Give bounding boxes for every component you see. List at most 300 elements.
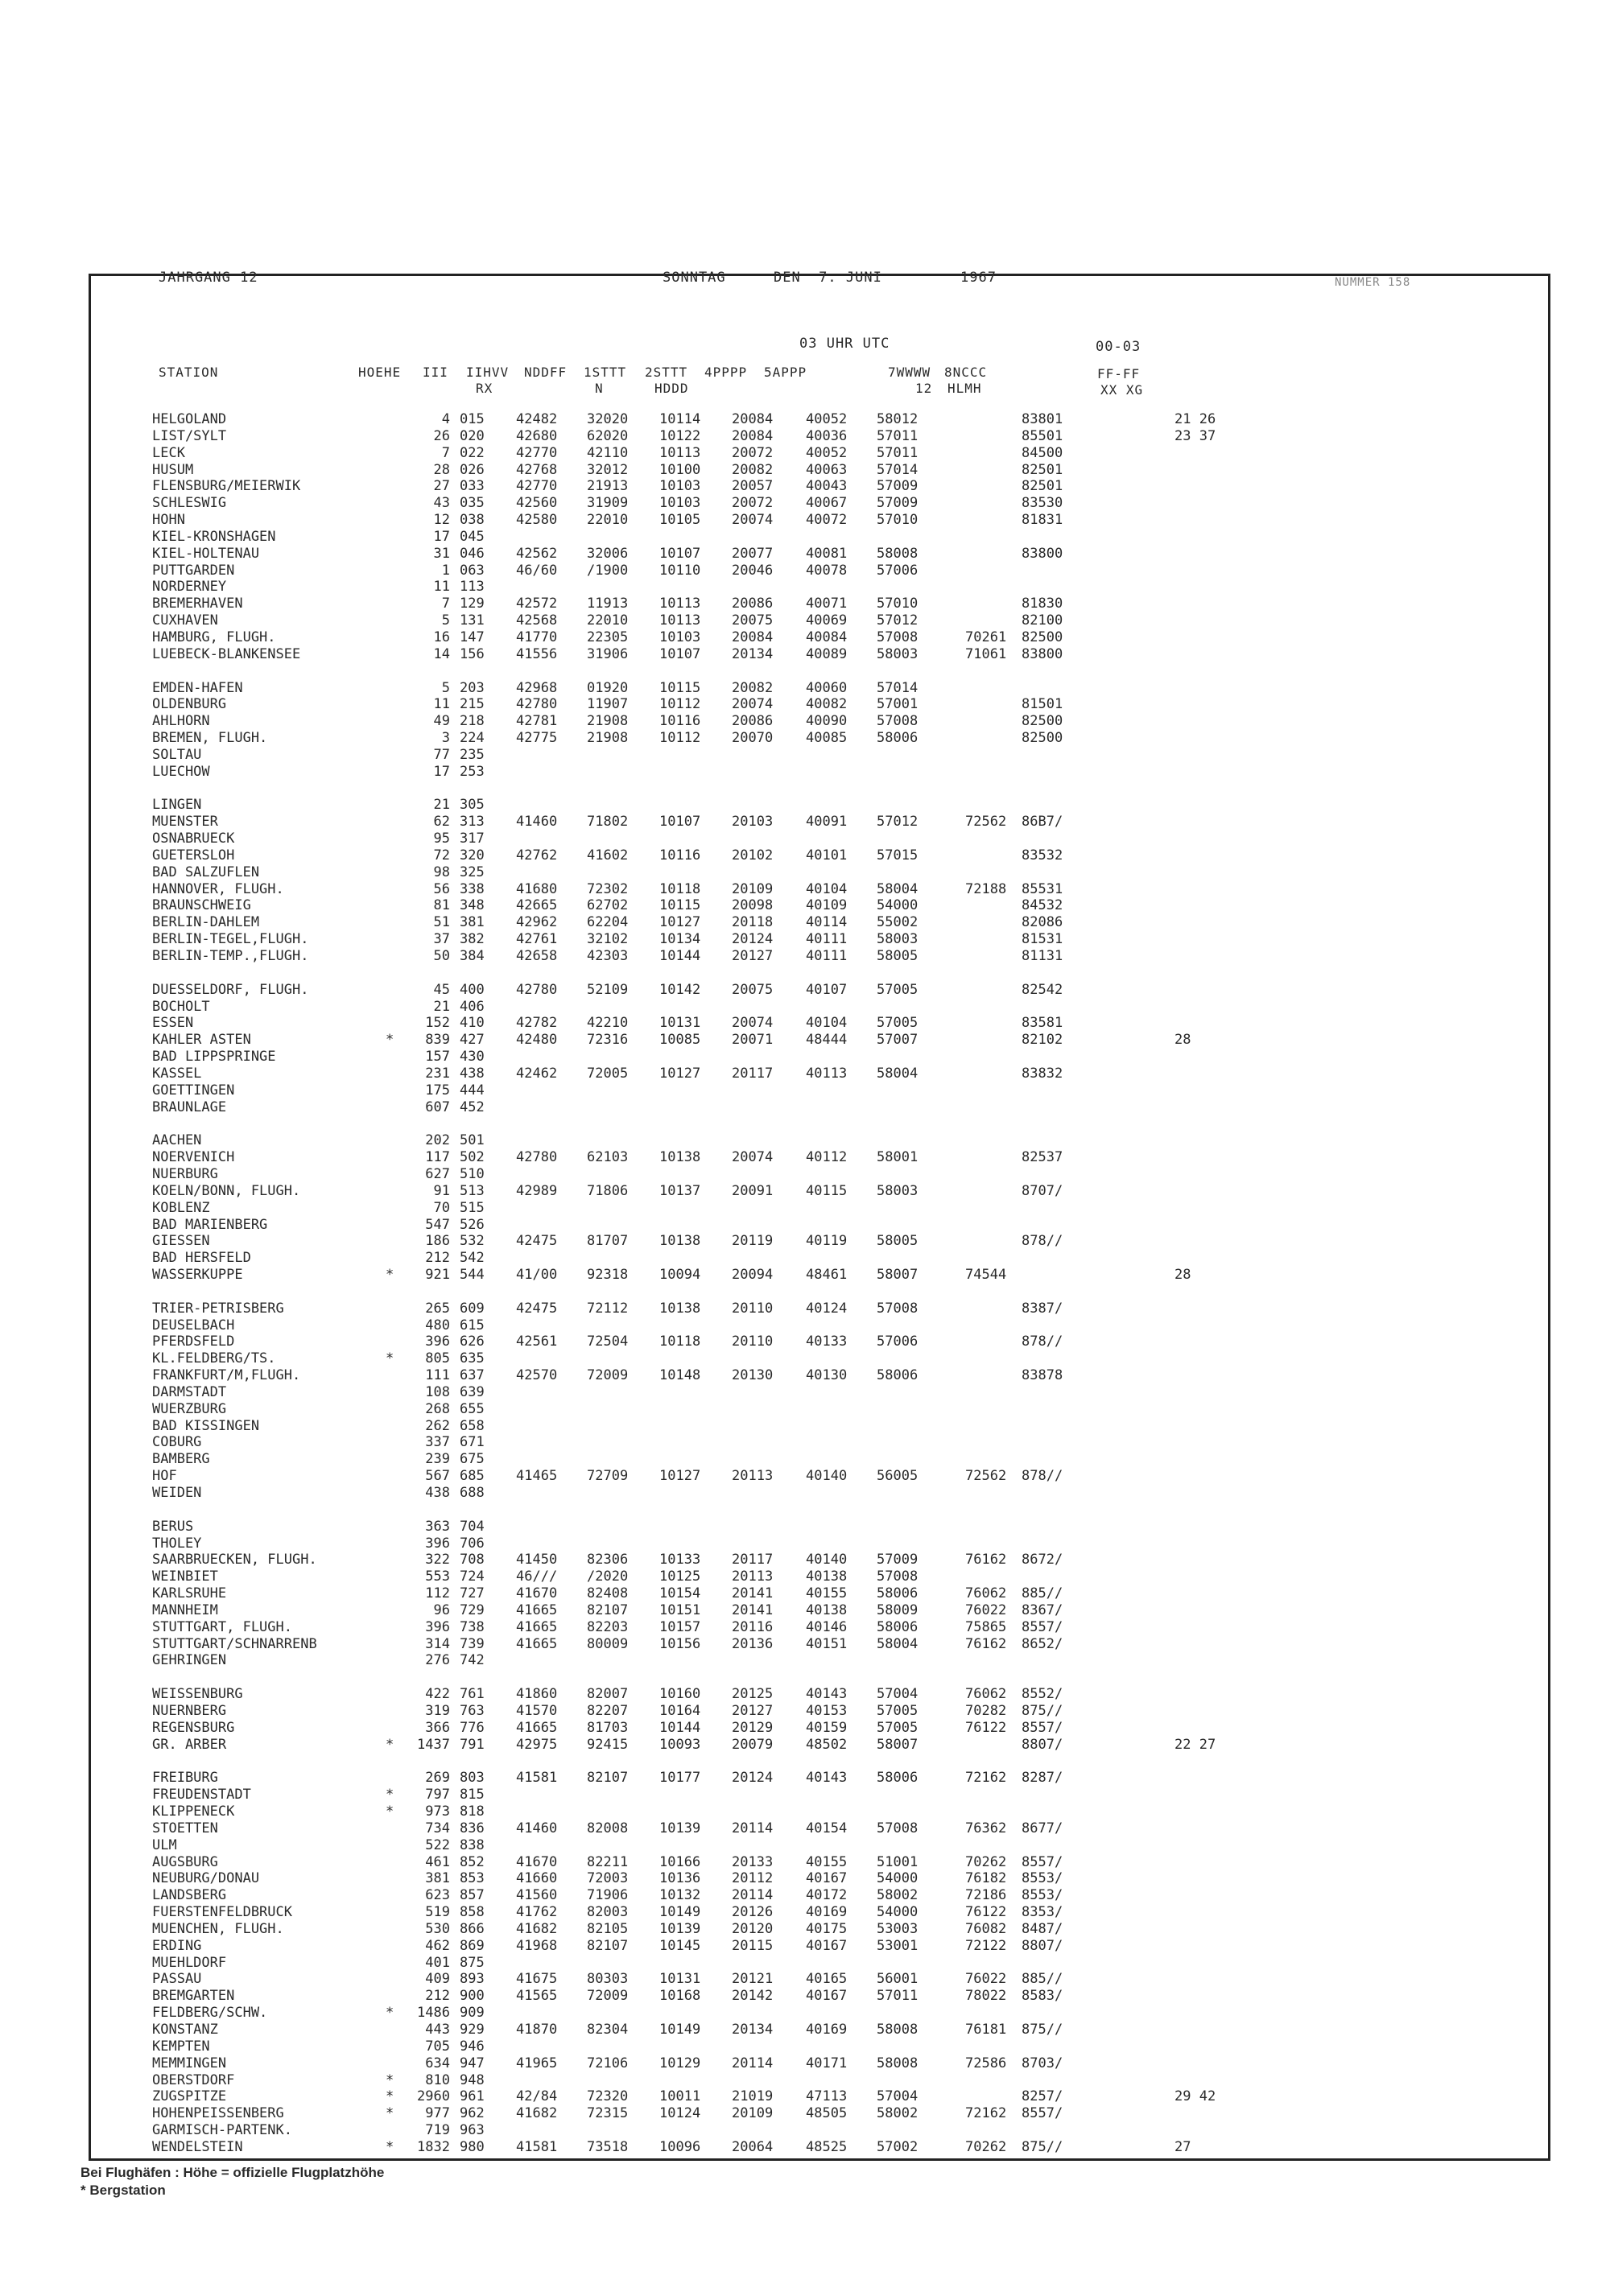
cell-h: 45 bbox=[433, 981, 450, 998]
period-label: 00-03 bbox=[1096, 339, 1141, 355]
cell-c: 10156 bbox=[659, 1635, 701, 1652]
cell-c: 10116 bbox=[659, 847, 701, 864]
cell-c: 10145 bbox=[659, 1937, 701, 1954]
cell-s: HANNOVER, FLUGH. bbox=[152, 880, 284, 897]
station-row bbox=[152, 563, 1537, 579]
cell-c: 10112 bbox=[659, 696, 701, 713]
cell-h: 7 bbox=[441, 444, 450, 461]
cell-f: 58004 bbox=[877, 1065, 919, 1082]
cell-hh: 81131 bbox=[1022, 948, 1063, 964]
cell-i: 803 bbox=[460, 1770, 485, 1787]
cell-hh: 8552/ bbox=[1022, 1686, 1063, 1703]
cell-s: HOHN bbox=[152, 512, 185, 529]
cell-f: 57004 bbox=[877, 1686, 919, 1703]
cell-d: 20102 bbox=[732, 847, 774, 864]
cell-i: 909 bbox=[460, 2005, 485, 2022]
cell-d: 20074 bbox=[732, 512, 774, 529]
cell-h: 314 bbox=[425, 1635, 450, 1652]
cell-s: BOCHOLT bbox=[152, 998, 210, 1015]
cell-d: 20077 bbox=[732, 545, 774, 562]
cell-d: 20086 bbox=[732, 713, 774, 730]
cell-f: 58008 bbox=[877, 2055, 919, 2071]
cell-f: 57008 bbox=[877, 1820, 919, 1836]
cell-g: 76162 bbox=[965, 1635, 1007, 1652]
station-row bbox=[152, 730, 1537, 747]
cell-hh: 82501 bbox=[1022, 478, 1063, 495]
cell-h: 212 bbox=[425, 1988, 450, 2005]
cell-h: 319 bbox=[425, 1702, 450, 1719]
cell-hh: 878// bbox=[1022, 1233, 1063, 1250]
cell-h: 91 bbox=[433, 1182, 450, 1199]
group-separator bbox=[152, 1502, 1537, 1519]
cell-s: MUENSTER bbox=[152, 814, 218, 831]
cell-s: NUERNBERG bbox=[152, 1702, 227, 1719]
cell-i: 866 bbox=[460, 1920, 485, 1937]
cell-ff: 27 bbox=[1174, 2138, 1191, 2155]
cell-f: 57007 bbox=[877, 1032, 919, 1049]
col-1sttt: 1STTT bbox=[584, 365, 627, 380]
cell-f: 58006 bbox=[877, 1770, 919, 1787]
cell-i: 761 bbox=[460, 1686, 485, 1703]
cell-h: 262 bbox=[425, 1417, 450, 1434]
cell-e: 40043 bbox=[806, 478, 848, 495]
col-4pppp: 4PPPP bbox=[704, 365, 748, 380]
cell-a: 41/00 bbox=[516, 1267, 558, 1284]
cell-a: 42562 bbox=[516, 545, 558, 562]
cell-d: 20046 bbox=[732, 562, 774, 579]
cell-s: MEMMINGEN bbox=[152, 2055, 227, 2071]
cell-i: 963 bbox=[460, 2122, 485, 2139]
station-row bbox=[152, 1938, 1537, 1955]
group-separator bbox=[152, 965, 1537, 982]
cell-c: 10085 bbox=[659, 1032, 701, 1049]
cell-c: 10094 bbox=[659, 1267, 701, 1284]
cell-h: 553 bbox=[425, 1568, 450, 1585]
cell-a: 42475 bbox=[516, 1300, 558, 1317]
cell-a: 42780 bbox=[516, 981, 558, 998]
cell-i: 320 bbox=[460, 847, 485, 864]
cell-g: 72562 bbox=[965, 1468, 1007, 1485]
cell-c: 10100 bbox=[659, 461, 701, 478]
station-row bbox=[152, 1066, 1537, 1082]
cell-i: 253 bbox=[460, 763, 485, 780]
cell-c: 10149 bbox=[659, 1904, 701, 1921]
station-row bbox=[152, 1988, 1537, 2005]
cell-f: 58002 bbox=[877, 1887, 919, 1904]
cell-d: 20091 bbox=[732, 1182, 774, 1199]
cell-i: 875 bbox=[460, 1954, 485, 1971]
cell-i: 869 bbox=[460, 1937, 485, 1954]
station-row bbox=[152, 881, 1537, 898]
cell-hh: 81501 bbox=[1022, 696, 1063, 713]
cell-i: 035 bbox=[460, 495, 485, 512]
station-row bbox=[152, 1552, 1537, 1568]
cell-hh: 8387/ bbox=[1022, 1300, 1063, 1317]
cell-c: 10114 bbox=[659, 411, 701, 427]
cell-i: 729 bbox=[460, 1601, 485, 1618]
cell-d: 20121 bbox=[732, 1971, 774, 1988]
cell-i: 502 bbox=[460, 1149, 485, 1166]
cell-h: 530 bbox=[425, 1920, 450, 1937]
cell-s: KOBLENZ bbox=[152, 1199, 210, 1216]
cell-s: MUEHLDORF bbox=[152, 1954, 227, 1971]
cell-c: 10103 bbox=[659, 629, 701, 645]
cell-a: 41968 bbox=[516, 1937, 558, 1954]
cell-d: 20114 bbox=[732, 1887, 774, 1904]
cell-a: 42568 bbox=[516, 612, 558, 629]
cell-h: 519 bbox=[425, 1904, 450, 1921]
cell-h: 239 bbox=[425, 1451, 450, 1468]
cell-e: 40159 bbox=[806, 1719, 848, 1736]
cell-b: 22010 bbox=[587, 612, 629, 629]
weekday-label: SONNTAG bbox=[663, 270, 726, 286]
cell-i: 658 bbox=[460, 1417, 485, 1434]
station-row bbox=[152, 1032, 1537, 1049]
cell-e: 40063 bbox=[806, 461, 848, 478]
cell-i: 688 bbox=[460, 1485, 485, 1501]
cell-s: THOLEY bbox=[152, 1535, 202, 1552]
cell-s: ERDING bbox=[152, 1937, 202, 1954]
cell-s: SCHLESWIG bbox=[152, 495, 227, 512]
cell-i: 444 bbox=[460, 1082, 485, 1099]
cell-h: 51 bbox=[433, 914, 450, 931]
cell-a: 41565 bbox=[516, 1988, 558, 2005]
cell-d: 20110 bbox=[732, 1300, 774, 1317]
cell-e: 40143 bbox=[806, 1770, 848, 1787]
cell-f: 57010 bbox=[877, 512, 919, 529]
cell-g: 76122 bbox=[965, 1719, 1007, 1736]
cell-i: 727 bbox=[460, 1585, 485, 1602]
cell-s: GUETERSLOH bbox=[152, 847, 235, 864]
cell-b: 21908 bbox=[587, 730, 629, 747]
cell-d: 20116 bbox=[732, 1618, 774, 1635]
cell-h: 322 bbox=[425, 1552, 450, 1568]
cell-b: 92415 bbox=[587, 1736, 629, 1753]
cell-h: 461 bbox=[425, 1853, 450, 1870]
cell-hh: 82537 bbox=[1022, 1149, 1063, 1166]
cell-s: ULM bbox=[152, 1836, 177, 1853]
cell-s: GOETTINGEN bbox=[152, 1082, 235, 1099]
cell-h: 276 bbox=[425, 1652, 450, 1669]
cell-h: 797 bbox=[425, 1787, 450, 1803]
cell-f: 58007 bbox=[877, 1736, 919, 1753]
cell-e: 40138 bbox=[806, 1601, 848, 1618]
cell-i: 544 bbox=[460, 1267, 485, 1284]
cell-b: 31909 bbox=[587, 495, 629, 512]
cell-i: 026 bbox=[460, 461, 485, 478]
col-1sttt-sub: N bbox=[595, 381, 604, 396]
cell-h: 43 bbox=[433, 495, 450, 512]
station-row bbox=[152, 2139, 1537, 2156]
cell-s: DUESSELDORF, FLUGH. bbox=[152, 981, 309, 998]
cell-e: 40111 bbox=[806, 931, 848, 948]
cell-c: 10112 bbox=[659, 730, 701, 747]
cell-h: 480 bbox=[425, 1317, 450, 1333]
cell-h: 17 bbox=[433, 763, 450, 780]
cell-c: 10144 bbox=[659, 1719, 701, 1736]
cell-i: 791 bbox=[460, 1736, 485, 1753]
cell-b: 81707 bbox=[587, 1233, 629, 1250]
cell-h: 72 bbox=[433, 847, 450, 864]
cell-f: 57012 bbox=[877, 612, 919, 629]
cell-b: 72009 bbox=[587, 1988, 629, 2005]
cell-h: 805 bbox=[425, 1350, 450, 1367]
cell-d: 20142 bbox=[732, 1988, 774, 2005]
cell-f: 56005 bbox=[877, 1468, 919, 1485]
cell-c: 10103 bbox=[659, 478, 701, 495]
cell-f: 53001 bbox=[877, 1937, 919, 1954]
cell-s: ESSEN bbox=[152, 1015, 194, 1032]
station-row bbox=[152, 680, 1537, 697]
cell-hh: 8583/ bbox=[1022, 1988, 1063, 2005]
cell-c: 10133 bbox=[659, 1552, 701, 1568]
station-row bbox=[152, 1686, 1537, 1703]
cell-a: 41560 bbox=[516, 1887, 558, 1904]
cell-d: 20094 bbox=[732, 1267, 774, 1284]
cell-s: BERUS bbox=[152, 1518, 194, 1535]
cell-f: 57001 bbox=[877, 696, 919, 713]
cell-s: STUTTGART/SCHNARRENB bbox=[152, 1635, 317, 1652]
cell-b: 72003 bbox=[587, 1870, 629, 1887]
cell-s: KIEL-HOLTENAU bbox=[152, 545, 260, 562]
cell-d: 20086 bbox=[732, 596, 774, 612]
cell-h: 21 bbox=[433, 797, 450, 814]
station-row bbox=[152, 1585, 1537, 1602]
cell-e: 40084 bbox=[806, 629, 848, 645]
cell-s: OSNABRUECK bbox=[152, 831, 235, 847]
cell-e: 40091 bbox=[806, 814, 848, 831]
cell-g: 76162 bbox=[965, 1552, 1007, 1568]
cell-d: 20109 bbox=[732, 2105, 774, 2122]
cell-e: 40133 bbox=[806, 1333, 848, 1350]
cell-h: 96 bbox=[433, 1601, 450, 1618]
station-row bbox=[152, 1418, 1537, 1435]
cell-i: 655 bbox=[460, 1400, 485, 1417]
cell-m: * bbox=[386, 1032, 394, 1049]
station-row bbox=[152, 914, 1537, 931]
cell-i: 542 bbox=[460, 1250, 485, 1267]
station-row bbox=[152, 411, 1537, 428]
cell-f: 58009 bbox=[877, 1601, 919, 1618]
cell-s: SOLTAU bbox=[152, 746, 202, 763]
cell-d: 20141 bbox=[732, 1601, 774, 1618]
cell-e: 48502 bbox=[806, 1736, 848, 1753]
cell-a: 42680 bbox=[516, 427, 558, 444]
cell-hh: 82542 bbox=[1022, 981, 1063, 998]
cell-s: WENDELSTEIN bbox=[152, 2138, 243, 2155]
cell-d: 20082 bbox=[732, 679, 774, 696]
cell-s: KL.FELDBERG/TS. bbox=[152, 1350, 276, 1367]
cell-s: FLENSBURG/MEIERWIK bbox=[152, 478, 301, 495]
cell-s: BAD HERSFELD bbox=[152, 1250, 251, 1267]
cell-c: 10107 bbox=[659, 814, 701, 831]
cell-b: 82207 bbox=[587, 1702, 629, 1719]
cell-e: 40169 bbox=[806, 1904, 848, 1921]
cell-f: 57011 bbox=[877, 1988, 919, 2005]
cell-s: WEINBIET bbox=[152, 1568, 218, 1585]
cell-a: 42968 bbox=[516, 679, 558, 696]
cell-e: 40167 bbox=[806, 1937, 848, 1954]
cell-hh: 83530 bbox=[1022, 495, 1063, 512]
cell-b: 31906 bbox=[587, 645, 629, 662]
col-iii: III bbox=[423, 365, 448, 380]
cell-b: 82107 bbox=[587, 1770, 629, 1787]
date-label: DEN 7. JUNI bbox=[774, 270, 882, 286]
col-5appp: 5APPP bbox=[764, 365, 807, 380]
cell-s: BAD SALZUFLEN bbox=[152, 864, 260, 880]
cell-s: NORDERNEY bbox=[152, 579, 227, 596]
cell-c: 10139 bbox=[659, 1920, 701, 1937]
cell-b: 82306 bbox=[587, 1552, 629, 1568]
cell-ff: 22 27 bbox=[1174, 1736, 1216, 1753]
cell-hh: 82086 bbox=[1022, 914, 1063, 931]
cell-b: 21913 bbox=[587, 478, 629, 495]
cell-f: 58004 bbox=[877, 1635, 919, 1652]
station-row bbox=[152, 864, 1537, 881]
cell-s: BRAUNSCHWEIG bbox=[152, 897, 251, 914]
cell-h: 623 bbox=[425, 1887, 450, 1904]
cell-hh: 84500 bbox=[1022, 444, 1063, 461]
cell-a: 41660 bbox=[516, 1870, 558, 1887]
cell-b: 22305 bbox=[587, 629, 629, 645]
cell-f: 57006 bbox=[877, 1333, 919, 1350]
station-row bbox=[152, 1535, 1537, 1552]
cell-h: 70 bbox=[433, 1199, 450, 1216]
station-row bbox=[152, 1082, 1537, 1099]
cell-c: 10168 bbox=[659, 1988, 701, 2005]
cell-a: 42658 bbox=[516, 948, 558, 964]
cell-d: 20127 bbox=[732, 1702, 774, 1719]
cell-d: 20118 bbox=[732, 914, 774, 931]
cell-hh: 875// bbox=[1022, 1702, 1063, 1719]
cell-g: 76062 bbox=[965, 1585, 1007, 1602]
station-row bbox=[152, 1602, 1537, 1619]
station-row bbox=[152, 1619, 1537, 1636]
cell-i: 045 bbox=[460, 528, 485, 545]
cell-ff: 29 42 bbox=[1174, 2088, 1216, 2105]
cell-i: 742 bbox=[460, 1652, 485, 1669]
cell-i: 235 bbox=[460, 746, 485, 763]
cell-i: 325 bbox=[460, 864, 485, 880]
cell-d: 20064 bbox=[732, 2138, 774, 2155]
cell-a: 42480 bbox=[516, 1032, 558, 1049]
cell-h: 108 bbox=[425, 1383, 450, 1400]
cell-hh: 81831 bbox=[1022, 512, 1063, 529]
station-row bbox=[152, 1770, 1537, 1787]
cell-i: 857 bbox=[460, 1887, 485, 1904]
station-row bbox=[152, 529, 1537, 546]
cell-b: 82007 bbox=[587, 1686, 629, 1703]
cell-d: 20124 bbox=[732, 1770, 774, 1787]
cell-e: 40171 bbox=[806, 2055, 848, 2071]
cell-c: 10110 bbox=[659, 562, 701, 579]
cell-i: 224 bbox=[460, 730, 485, 747]
cell-e: 40072 bbox=[806, 512, 848, 529]
cell-hh: 83801 bbox=[1022, 411, 1063, 427]
station-row bbox=[152, 831, 1537, 847]
cell-c: 10124 bbox=[659, 2105, 701, 2122]
cell-g: 76082 bbox=[965, 1920, 1007, 1937]
cell-d: 20136 bbox=[732, 1635, 774, 1652]
cell-i: 430 bbox=[460, 1049, 485, 1066]
cell-b: 62702 bbox=[587, 897, 629, 914]
cell-e: 40109 bbox=[806, 897, 848, 914]
cell-hh: 82500 bbox=[1022, 713, 1063, 730]
cell-hh: 83832 bbox=[1022, 1065, 1063, 1082]
cell-d: 20075 bbox=[732, 612, 774, 629]
station-row bbox=[152, 948, 1537, 965]
cell-s: NEUBURG/DONAU bbox=[152, 1870, 260, 1887]
station-row bbox=[152, 1955, 1537, 1972]
cell-m: * bbox=[386, 2088, 394, 2105]
cell-d: 20098 bbox=[732, 897, 774, 914]
cell-i: 635 bbox=[460, 1350, 485, 1367]
cell-b: 80303 bbox=[587, 1971, 629, 1988]
cell-s: KARLSRUHE bbox=[152, 1585, 227, 1602]
cell-a: 42782 bbox=[516, 1015, 558, 1032]
station-row bbox=[152, 897, 1537, 914]
cell-s: MUENCHEN, FLUGH. bbox=[152, 1920, 284, 1937]
station-row bbox=[152, 764, 1537, 781]
cell-h: 1832 bbox=[417, 2138, 450, 2155]
station-row bbox=[152, 1803, 1537, 1820]
cell-s: PUTTGARDEN bbox=[152, 562, 235, 579]
cell-b: 73518 bbox=[587, 2138, 629, 2155]
cell-s: DEUSELBACH bbox=[152, 1317, 235, 1333]
cell-b: 42303 bbox=[587, 948, 629, 964]
cell-h: 17 bbox=[433, 528, 450, 545]
cell-a: 42570 bbox=[516, 1367, 558, 1384]
cell-i: 305 bbox=[460, 797, 485, 814]
cell-m: * bbox=[386, 2071, 394, 2088]
station-row bbox=[152, 1468, 1537, 1485]
cell-s: DARMSTADT bbox=[152, 1383, 227, 1400]
cell-d: 21019 bbox=[732, 2088, 774, 2105]
cell-a: 42665 bbox=[516, 897, 558, 914]
cell-e: 40115 bbox=[806, 1182, 848, 1199]
cell-e: 40169 bbox=[806, 2022, 848, 2038]
cell-c: 10138 bbox=[659, 1233, 701, 1250]
cell-c: 10137 bbox=[659, 1182, 701, 1199]
cell-g: 70282 bbox=[965, 1702, 1007, 1719]
cell-h: 634 bbox=[425, 2055, 450, 2071]
cell-e: 47113 bbox=[806, 2088, 848, 2105]
cell-s: LANDSBERG bbox=[152, 1887, 227, 1904]
cell-a: 42580 bbox=[516, 512, 558, 529]
cell-b: 72009 bbox=[587, 1367, 629, 1384]
cell-d: 20071 bbox=[732, 1032, 774, 1049]
cell-b: 82211 bbox=[587, 1853, 629, 1870]
cell-b: 92318 bbox=[587, 1267, 629, 1284]
cell-g: 72122 bbox=[965, 1937, 1007, 1954]
cell-d: 20114 bbox=[732, 2055, 774, 2071]
jahrgang-label: JAHRGANG 12 bbox=[159, 270, 258, 286]
cell-s: GR. ARBER bbox=[152, 1736, 227, 1753]
station-row bbox=[152, 512, 1537, 529]
cell-s: BAMBERG bbox=[152, 1451, 210, 1468]
cell-i: 615 bbox=[460, 1317, 485, 1333]
cell-h: 839 bbox=[425, 1032, 450, 1049]
cell-e: 40069 bbox=[806, 612, 848, 629]
cell-i: 131 bbox=[460, 612, 485, 629]
cell-d: 20114 bbox=[732, 1820, 774, 1836]
cell-b: 82203 bbox=[587, 1618, 629, 1635]
cell-f: 58003 bbox=[877, 931, 919, 948]
cell-a: 42762 bbox=[516, 847, 558, 864]
cell-hh: 8807/ bbox=[1022, 1736, 1063, 1753]
cell-i: 704 bbox=[460, 1518, 485, 1535]
issue-number: NUMMER 158 bbox=[1335, 276, 1411, 289]
